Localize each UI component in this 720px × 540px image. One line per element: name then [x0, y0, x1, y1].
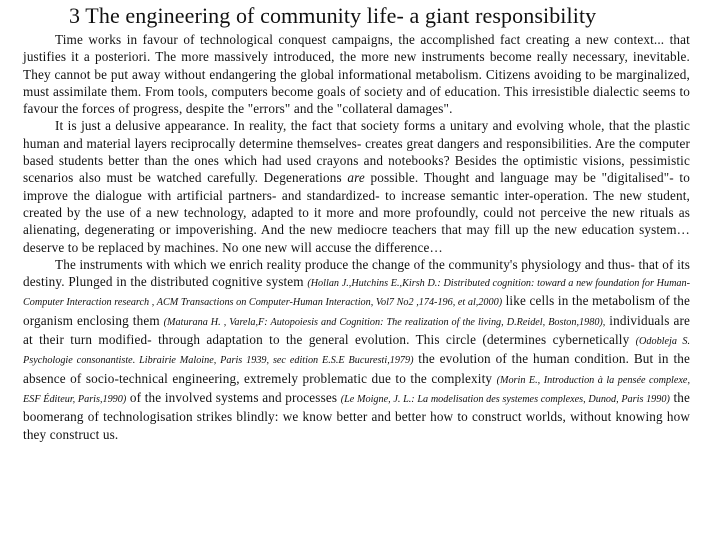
paragraph-2-emphasis: are	[347, 170, 365, 186]
document-page	[23, 4, 690, 443]
citation-morin: (Morin E., Introduction à la pensée complexe, ESF Éditeur, Paris,1990)	[23, 374, 690, 405]
paragraph-2-text-a: It is just a delusive appearance. In reality, the fact that society forms a unitary and evolving whole, that the plastic human and material layers reciprocally determine themselves- creates great dangers and responsibilities. Are the computer based students better than the ones which had used crayons and notebooks? Besides the optimistic visions, pessimistic scenarios also must be watched carefully. Degenerations	[23, 118, 690, 186]
paragraph-1: Time works in favour of technological conquest campaigns, the accomplished fact creating a new context... that justifies it a posteriori. The more massively introduced, the more new instruments become really necessary, inevitable. They cannot be put away without endangering the global informational metabolism. Citizens avoiding to be marginalized, must assimilate them. From tools, computers become goals of society and of education. This irresistible dialectic seems to favour the forces of progress, despite the "errors" and the "collateral damages".	[23, 32, 690, 117]
paragraph-3-text-4: the evolution of the human condition. But in the absence of socio-technical engineering, extremely problematic due to the complexity	[23, 351, 690, 386]
section-title: 3 The engineering of community life- a giant responsibility	[69, 3, 597, 28]
paragraph-3-text-1: The instruments with which we enrich reality produce the change of the community's physiology and thus- that of its destiny. Plunged in the distributed cognitive system	[23, 256, 690, 290]
citation-le-moigne: (Le Moigne, J. L.: La modelisation des systemes complexes, Dunod, Paris 1990)	[340, 393, 670, 405]
paragraph-2-text-b: possible. Thought and language may be "digitalised"- to improve the dialogue with artificial partners- and standardized- to increase semantic inter-operation. The new student, created by the use of a new technology, adapted to it more and more profoundly, could not perceive the new rituals as alienating, degenerating or impoverishing. And the new mediocre teachers that may fill up the new education system… deserve to be replaced by machines. No one new will accuse the difference…	[23, 170, 690, 255]
paragraph-3	[23, 256, 690, 443]
paragraph-3-text-2: like cells in the metabolism of the organism enclosing them	[23, 293, 690, 328]
citation-hollan: (Hollan J.,Hutchins E.,Kirsh D.: Distributed cognition: toward a new foundation for Human-Computer Interaction research , ACM Transactions on Computer-Human Interaction, Vol7 No2 ,174-196, et al,2000)	[23, 278, 691, 309]
paragraph-3-text-6: the boomerang of technologisation strikes blindly: we know better and better how to construct worlds, without knowing how they construct us.	[23, 389, 691, 442]
citation-odobleja: (Odobleja S. Psychologie consonantiste. Librairie Maloine, Paris 1939, sec edition E.S.E Bucuresti,1979)	[23, 336, 690, 367]
paragraph-3-text-5: of the involved systems and processes	[126, 389, 341, 405]
citation-maturana: (Maturana H. , Varela,F: Autopoiesis and Cognition: The realization of the living, D.Reidel, Boston,1980),	[163, 316, 606, 328]
paragraph-2	[23, 117, 690, 255]
paragraph-3-text-3: individuals are at their turn modified- through adaptation to the general evolution. This circle (determines cybernetically	[23, 312, 690, 348]
